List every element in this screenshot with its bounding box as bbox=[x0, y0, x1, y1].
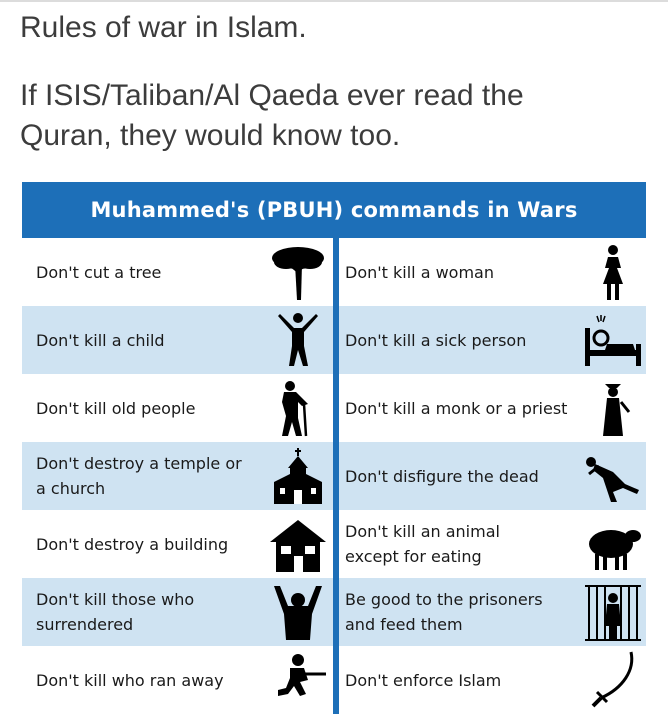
rule-text bbox=[345, 646, 501, 714]
priest-icon bbox=[583, 378, 643, 438]
rule-text-line: Don't kill a child bbox=[36, 330, 165, 350]
rule-text-line: a church bbox=[36, 479, 106, 498]
rule-cell-left bbox=[22, 510, 333, 578]
rule-cell-left bbox=[22, 442, 333, 510]
rule-text-line: Don't kill an animal bbox=[345, 522, 500, 541]
post-caption-line: If ISIS/Taliban/Al Qaeda ever read the bbox=[20, 79, 524, 112]
rule-text-line: Don't destroy a building bbox=[36, 534, 229, 554]
rule-text-line: surrendered bbox=[36, 615, 134, 634]
post-caption-line: Quran, they would know too. bbox=[20, 119, 401, 152]
rule-cell-left bbox=[22, 374, 333, 442]
rule-cell-right bbox=[339, 442, 646, 510]
rule-text-line: and feed them bbox=[345, 615, 463, 634]
rule-text-line: Don't destroy a temple or bbox=[36, 454, 242, 473]
column-divider bbox=[333, 238, 339, 714]
house-icon bbox=[268, 514, 328, 574]
rule-cell-right bbox=[339, 646, 646, 714]
rule-text bbox=[345, 510, 500, 578]
post-caption-title: Rules of war in Islam. bbox=[20, 11, 307, 44]
fleeing-soldier-icon bbox=[268, 650, 328, 710]
rule-cell-left bbox=[22, 238, 333, 306]
rule-text-line: Don't cut a tree bbox=[36, 262, 162, 282]
rule-cell-right bbox=[339, 238, 646, 306]
rule-cell-right bbox=[339, 306, 646, 374]
child-icon bbox=[268, 310, 328, 370]
rule-text bbox=[345, 306, 526, 374]
top-border bbox=[0, 0, 668, 2]
rule-text bbox=[36, 578, 194, 646]
rule-cell-right bbox=[339, 374, 646, 442]
rule-text bbox=[36, 442, 242, 510]
rule-text-line: Don't enforce Islam bbox=[345, 670, 502, 690]
rule-text bbox=[36, 646, 224, 714]
tree-icon bbox=[268, 242, 328, 302]
rule-text bbox=[345, 442, 539, 510]
sheep-icon bbox=[583, 514, 643, 574]
old-person-icon bbox=[268, 378, 328, 438]
rule-text-line: Don't kill a woman bbox=[345, 262, 494, 282]
rule-cell-left bbox=[22, 306, 333, 374]
surrender-icon bbox=[268, 582, 328, 642]
rule-text-line: Don't kill a monk or a priest bbox=[345, 398, 568, 418]
rule-text bbox=[36, 510, 228, 578]
woman-icon bbox=[583, 242, 643, 302]
rule-cell-right bbox=[339, 510, 646, 578]
rule-text bbox=[36, 374, 195, 442]
rule-text-line: Be good to the prisoners bbox=[345, 590, 543, 609]
rule-text bbox=[345, 238, 494, 306]
rule-text-line: Don't kill old people bbox=[36, 398, 196, 418]
church-icon bbox=[268, 446, 328, 506]
rule-text-line: Don't kill who ran away bbox=[36, 670, 224, 690]
rule-text-line: Don't disfigure the dead bbox=[345, 466, 539, 486]
rule-cell-left bbox=[22, 578, 333, 646]
rule-text bbox=[36, 306, 165, 374]
sick-person-icon bbox=[583, 310, 643, 370]
infographic-card bbox=[22, 182, 646, 714]
rule-text bbox=[345, 374, 567, 442]
prisoner-icon bbox=[583, 582, 643, 642]
rule-cell-right bbox=[339, 578, 646, 646]
sword-icon bbox=[583, 650, 643, 710]
rule-text-line: Don't kill those who bbox=[36, 590, 195, 609]
fallen-body-icon bbox=[583, 446, 643, 506]
card-title: Muhammed's (PBUH) commands in Wars bbox=[22, 182, 646, 238]
rule-text bbox=[36, 238, 161, 306]
rule-text bbox=[345, 578, 543, 646]
post-caption-body bbox=[20, 76, 650, 156]
rule-cell-left bbox=[22, 646, 333, 714]
rule-text-line: except for eating bbox=[345, 547, 482, 566]
rule-text-line: Don't kill a sick person bbox=[345, 330, 527, 350]
